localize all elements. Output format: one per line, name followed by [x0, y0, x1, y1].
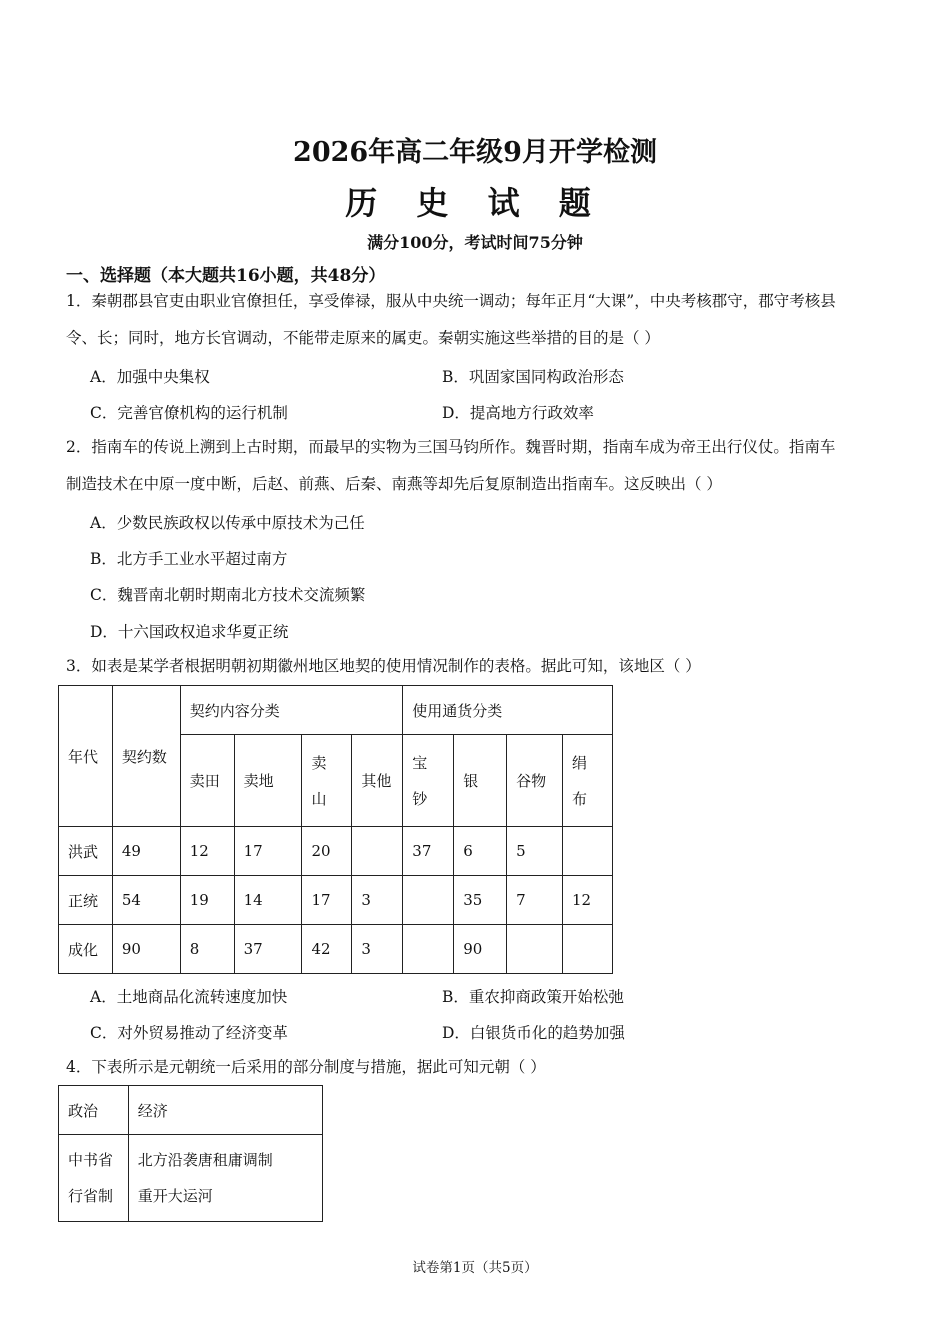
table-cell: 37 — [234, 925, 302, 974]
question-2-line-1: 2．指南车的传说上溯到上古时期，而最早的实物为三国马钧所作。魏晋时期，指南车成为帝王出行仪仗。指南车 — [66, 438, 836, 456]
question-3-option-c: C．对外贸易推动了经济变革 — [90, 1024, 288, 1042]
table-cell — [562, 827, 612, 876]
table-cell: 90 — [454, 925, 507, 974]
table-cell: 35 — [454, 876, 507, 925]
header-era: 年代 — [59, 686, 113, 827]
subheader-sell-mountain: 卖 山 — [302, 735, 352, 827]
table-cell: 7 — [507, 876, 563, 925]
exam-note: 满分100分，考试时间75分钟 — [367, 233, 583, 252]
table-cell: 17 — [234, 827, 302, 876]
subheader-other: 其他 — [352, 735, 403, 827]
subheader-sell-land: 卖地 — [234, 735, 302, 827]
table-cell: 洪武 — [59, 827, 113, 876]
question-3-option-d: D．白银货币化的趋势加强 — [442, 1024, 625, 1042]
subheader-silk-cloth: 绢 布 — [562, 735, 612, 827]
table-cell: 成化 — [59, 925, 113, 974]
question-2-option-d: D．十六国政权追求华夏正统 — [90, 623, 289, 641]
page-footer: 试卷第1页（共5页） — [412, 1260, 538, 1276]
table-cell — [352, 827, 403, 876]
subheader-grain: 谷物 — [507, 735, 563, 827]
table-cell: 12 — [180, 827, 234, 876]
question-3-option-a: A．土地商品化流转速度加快 — [90, 988, 288, 1006]
table-cell: 37 — [403, 827, 454, 876]
header-contract-content: 契约内容分类 — [180, 686, 403, 735]
economy-cell: 北方沿袭唐租庸调制 重开大运河 — [128, 1135, 322, 1222]
exam-title: 2026年高二年级9月开学检测 — [293, 137, 657, 168]
question-2-option-a: A．少数民族政权以传承中原技术为己任 — [90, 514, 365, 532]
header-politics: 政治 — [59, 1086, 129, 1135]
header-currency: 使用通货分类 — [403, 686, 613, 735]
subheader-paper-money: 宝 钞 — [403, 735, 454, 827]
table-row — [59, 925, 613, 974]
question-2-option-c: C．魏晋南北朝时期南北方技术交流频繁 — [90, 586, 366, 604]
table-cell: 49 — [112, 827, 180, 876]
question-2-option-b: B．北方手工业水平超过南方 — [90, 550, 288, 568]
table-cell: 5 — [507, 827, 563, 876]
question-1-option-d: D．提高地方行政效率 — [442, 404, 594, 422]
table-cell: 54 — [112, 876, 180, 925]
header-economy: 经济 — [128, 1086, 322, 1135]
table-row — [59, 876, 613, 925]
table-cell — [403, 925, 454, 974]
table-cell — [507, 925, 563, 974]
politics-cell: 中书省 行省制 — [59, 1135, 129, 1222]
table-cell: 14 — [234, 876, 302, 925]
question-1-option-b: B．巩固家国同构政治形态 — [442, 368, 624, 386]
question-1-option-c: C．完善官僚机构的运行机制 — [90, 404, 288, 422]
subheader-silver: 银 — [454, 735, 507, 827]
table-cell: 6 — [454, 827, 507, 876]
table-row — [59, 827, 613, 876]
question-1-option-a: A．加强中央集权 — [90, 368, 210, 386]
question-2-line-2: 制造技术在中原一度中断，后赵、前燕、后秦、南燕等却先后复原制造出指南车。这反映出（ ） — [66, 475, 722, 493]
subject-title: 历 史 试 题 — [345, 184, 605, 222]
table-cell: 12 — [562, 876, 612, 925]
question-4-table — [58, 1085, 323, 1222]
table-cell: 19 — [180, 876, 234, 925]
question-1-line-2: 令、长；同时，地方长官调动，不能带走原来的属吏。秦朝实施这些举措的目的是（ ） — [66, 329, 660, 347]
question-3-line-1: 3．如表是某学者根据明朝初期徽州地区地契的使用情况制作的表格。据此可知，该地区（ ） — [66, 657, 701, 675]
table-cell: 正统 — [59, 876, 113, 925]
question-4-line-1: 4．下表所示是元朝统一后采用的部分制度与措施，据此可知元朝（ ） — [66, 1058, 546, 1076]
section-heading: 一、选择题（本大题共16小题，共48分） — [66, 266, 386, 286]
question-1-line-1: 1．秦朝郡县官吏由职业官僚担任，享受俸禄，服从中央统一调动；每年正月“大课”，中央考核郡守，郡守考核县 — [66, 292, 836, 310]
table-cell — [403, 876, 454, 925]
table-cell: 17 — [302, 876, 352, 925]
subheader-sell-field: 卖田 — [180, 735, 234, 827]
header-contract-count: 契约数 — [112, 686, 180, 827]
table-cell: 20 — [302, 827, 352, 876]
table-cell — [562, 925, 612, 974]
table-cell: 90 — [112, 925, 180, 974]
table-cell: 3 — [352, 876, 403, 925]
question-3-table — [58, 685, 613, 974]
question-3-option-b: B．重农抑商政策开始松弛 — [442, 988, 624, 1006]
table-cell: 8 — [180, 925, 234, 974]
table-cell: 42 — [302, 925, 352, 974]
table-cell: 3 — [352, 925, 403, 974]
